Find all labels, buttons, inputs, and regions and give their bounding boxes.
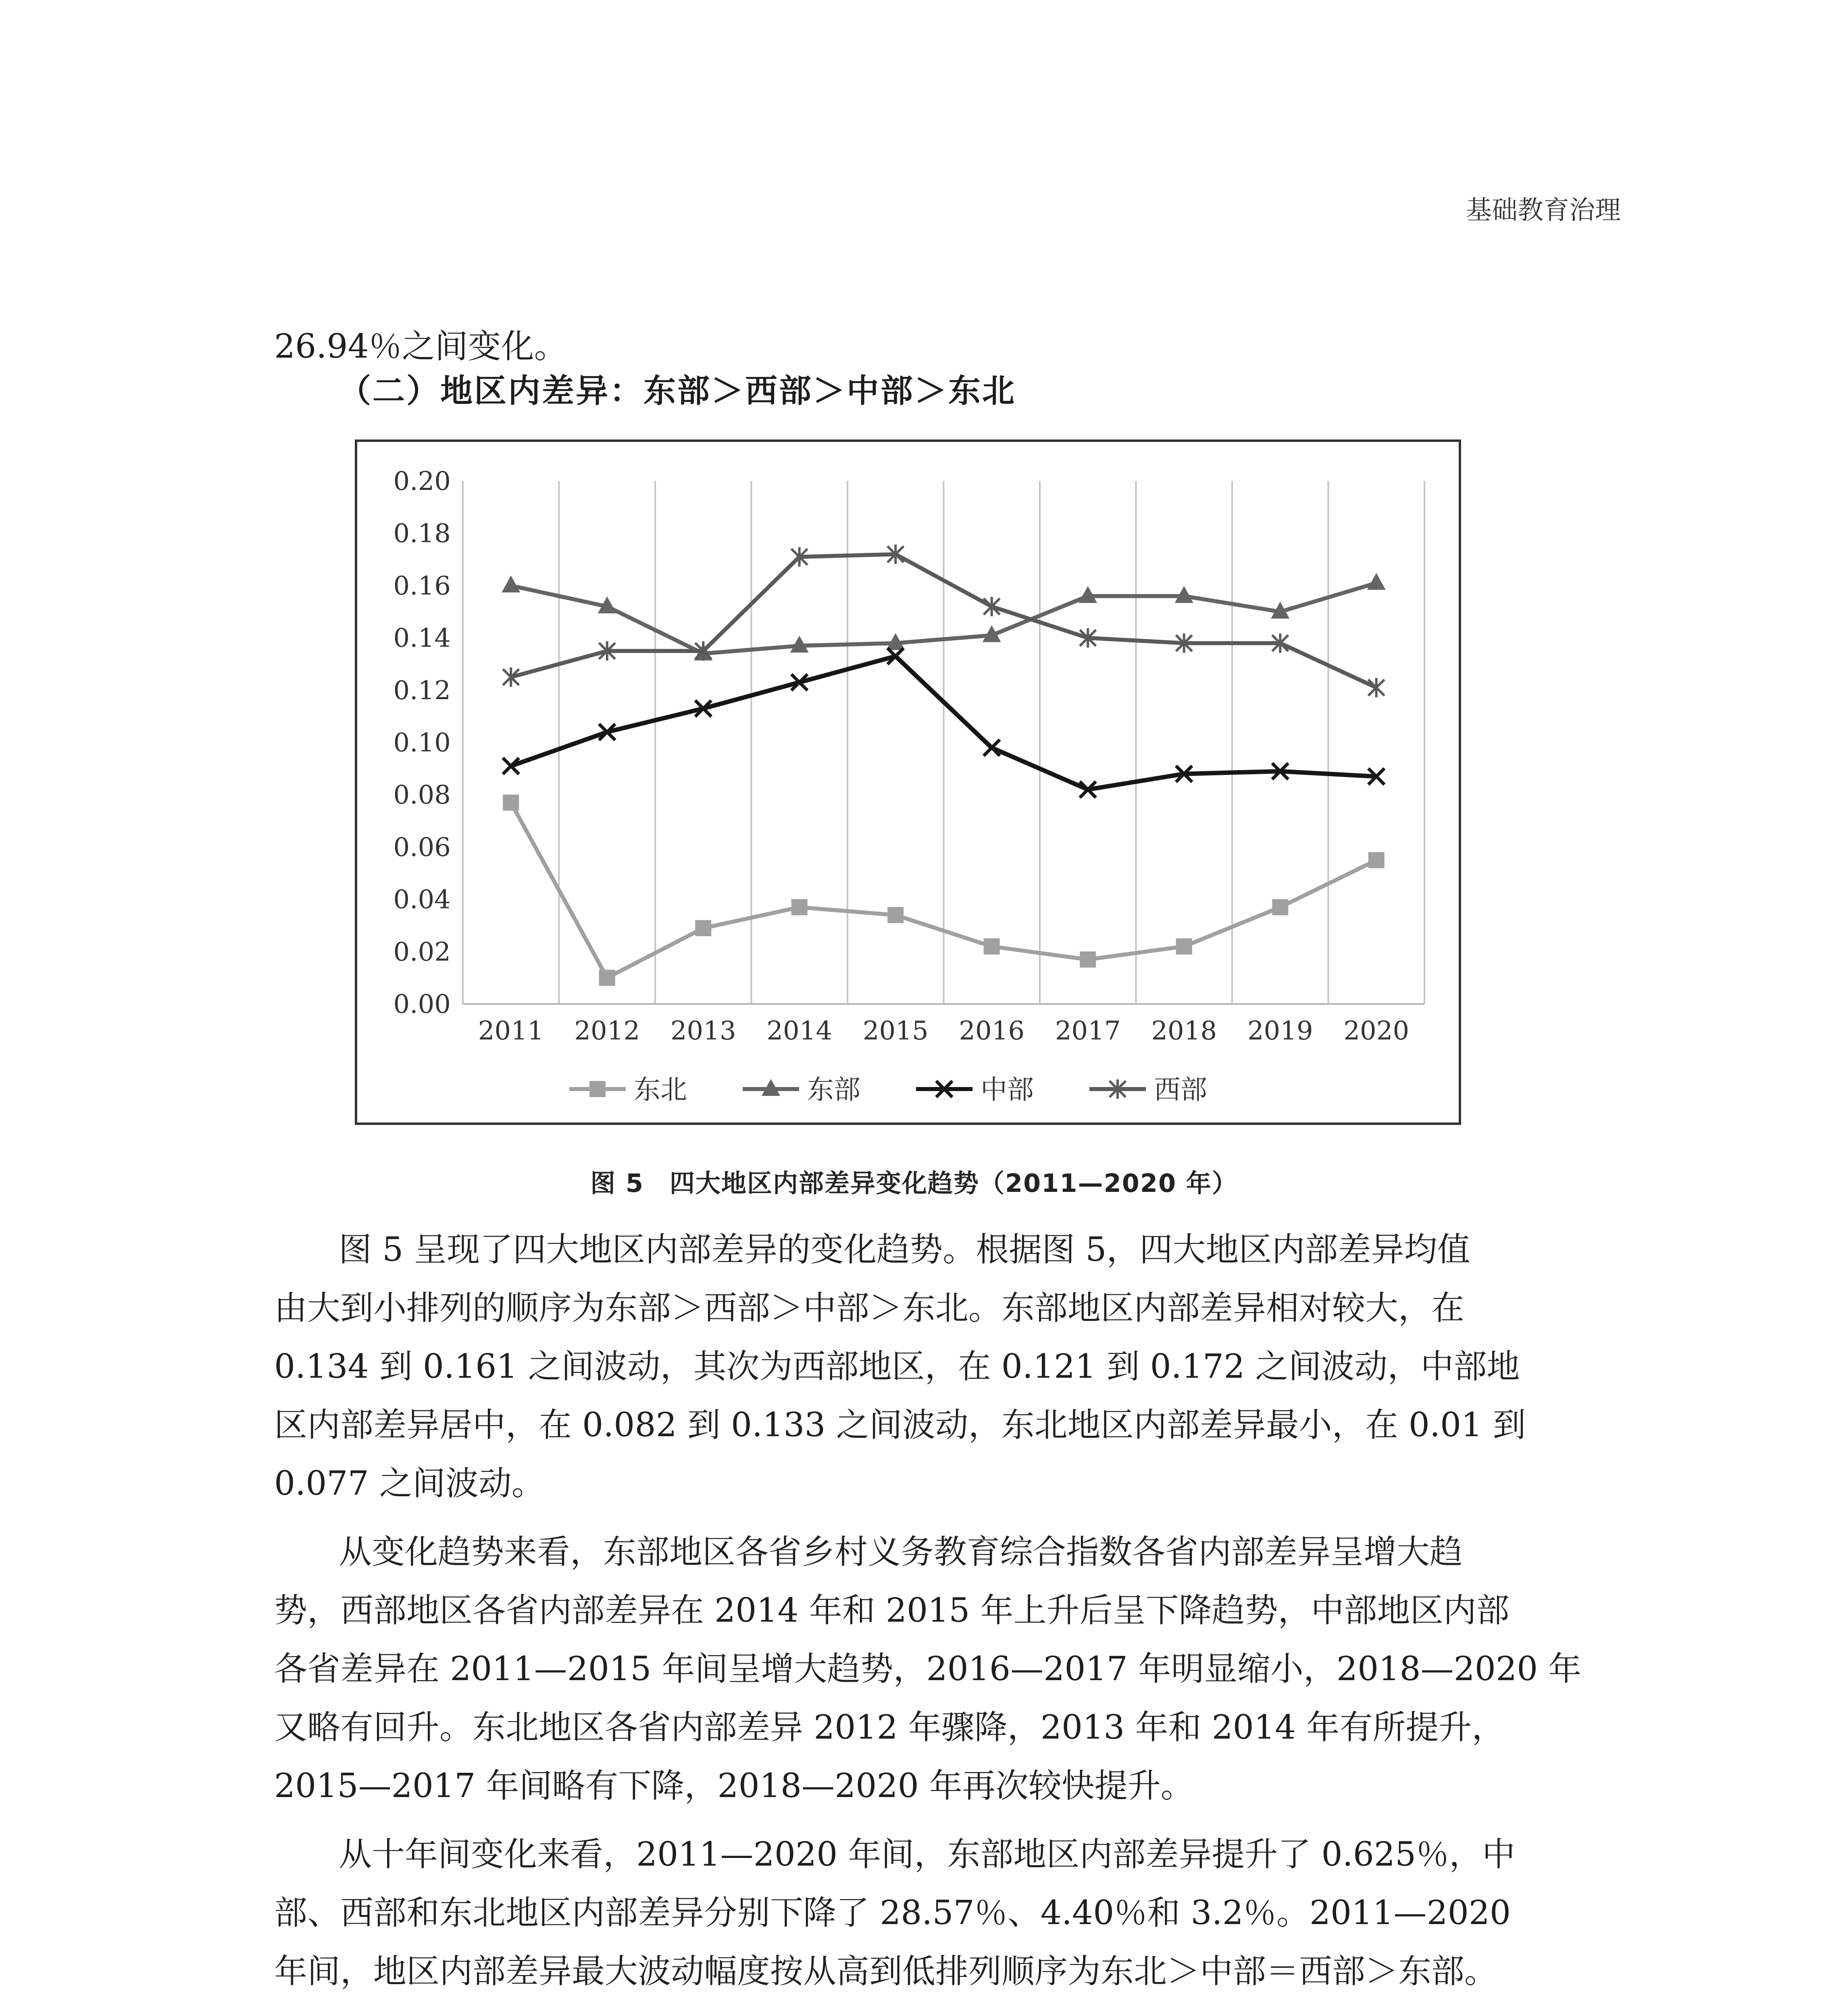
x-tick-label: 2011 xyxy=(478,1016,544,1046)
data-point xyxy=(1080,952,1096,968)
data-point xyxy=(1367,573,1386,590)
y-tick-label: 0.16 xyxy=(393,571,451,601)
data-point xyxy=(695,920,711,936)
legend-item xyxy=(1089,1074,1207,1105)
y-tick-label: 0.02 xyxy=(393,937,451,967)
data-point xyxy=(1176,938,1192,954)
data-point xyxy=(502,575,520,592)
y-tick-label: 0.18 xyxy=(393,519,451,549)
x-tick-label: 2015 xyxy=(862,1016,929,1046)
y-tick-label: 0.12 xyxy=(393,675,451,706)
x-tick-label: 2017 xyxy=(1055,1016,1121,1046)
paragraph-1-line-2: 由大到小排列的顺序为东部＞西部＞中部＞东北。东部地区内部差异相对较大，在 xyxy=(274,1289,1465,1327)
paragraph-3-line-3: 年间，地区内部差异最大波动幅度按从高到低排列顺序为东北＞中部＝西部＞东部。 xyxy=(274,1952,1498,1991)
y-tick-label: 0.08 xyxy=(393,780,451,810)
paragraph-2-line-2: 势，西部地区各省内部差异在 2014 年和 2015 年上升后呈下降趋势，中部地区内部 xyxy=(274,1591,1509,1630)
data-point xyxy=(1368,852,1385,868)
legend-label: 中部 xyxy=(981,1074,1034,1105)
y-tick-label: 0.20 xyxy=(393,467,451,496)
data-point xyxy=(599,970,615,986)
y-tick-label: 0.04 xyxy=(393,885,451,915)
chart-frame xyxy=(355,439,1461,1125)
y-tick-label: 0.14 xyxy=(393,623,451,654)
legend-label: 西部 xyxy=(1154,1074,1207,1105)
axis-layer xyxy=(393,467,1425,1046)
x-tick-label: 2020 xyxy=(1343,1016,1410,1046)
data-point xyxy=(887,907,904,923)
y-tick-label: 0.06 xyxy=(393,832,451,862)
y-tick-label: 0.00 xyxy=(393,989,451,1019)
grid-layer xyxy=(463,481,1424,1004)
data-point xyxy=(1272,899,1288,915)
legend-label: 东北 xyxy=(634,1074,687,1105)
paragraph-2-line-1: 从变化趋势来看，东部地区各省乡村义务教育综合指数各省内部差异呈增大趋 xyxy=(339,1533,1463,1571)
x-tick-label: 2019 xyxy=(1247,1016,1313,1046)
paragraph-2-line-4: 又略有回升。东北地区各省内部差异 2012 年骤降，2013 年和 2014 年有所提升， xyxy=(274,1708,1505,1747)
x-tick-label: 2013 xyxy=(670,1016,736,1046)
data-point xyxy=(984,739,1000,756)
legend-swatch-marker xyxy=(589,1081,606,1097)
paragraph-1-line-4: 区内部差异居中，在 0.082 到 0.133 之间波动，东北地区内部差异最小，在 0.01 到 xyxy=(274,1406,1526,1444)
data-point xyxy=(791,899,808,915)
legend-layer xyxy=(569,1074,1207,1105)
paragraph-1-line-1: 图 5 呈现了四大地区内部差异的变化趋势。根据图 5，四大地区内部差异均值 xyxy=(339,1231,1470,1269)
paragraph-3-line-2: 部、西部和东北地区内部差异分别下降了 28.57％、4.40％和 3.2％。2011—2020 xyxy=(274,1894,1511,1932)
line-chart xyxy=(357,442,1459,1123)
paragraph-1-line-3: 0.134 到 0.161 之间波动，其次为西部地区，在 0.121 到 0.172 之间波动，中部地 xyxy=(274,1347,1520,1386)
paragraph-1-line-5: 0.077 之间波动。 xyxy=(274,1464,545,1503)
section-heading: （二）地区内差异：东部＞西部＞中部＞东北 xyxy=(339,372,1016,410)
figure-caption: 图 5 四大地区内部差异变化趋势（2011—2020 年） xyxy=(590,1168,1238,1198)
x-tick-label: 2012 xyxy=(574,1016,640,1046)
y-tick-label: 0.10 xyxy=(393,728,451,758)
paragraph-2-line-3: 各省差异在 2011—2015 年间呈增大趋势，2016—2017 年明显缩小，2018—2020 年 xyxy=(274,1650,1582,1688)
legend-item xyxy=(743,1074,860,1105)
paragraph-3-line-1: 从十年间变化来看，2011—2020 年间，东部地区内部差异提升了 0.625％，中 xyxy=(339,1835,1516,1874)
x-tick-label: 2018 xyxy=(1151,1016,1217,1046)
data-point xyxy=(503,795,519,811)
data-point xyxy=(1368,678,1385,697)
paragraph-2-line-5: 2015—2017 年间略有下降，2018—2020 年再次较快提升。 xyxy=(274,1767,1194,1805)
x-tick-label: 2016 xyxy=(959,1016,1025,1046)
lead-line: 26.94％之间变化。 xyxy=(274,327,567,366)
legend-label: 东部 xyxy=(807,1074,860,1105)
legend-item xyxy=(916,1074,1034,1105)
x-tick-label: 2014 xyxy=(766,1016,833,1046)
data-point xyxy=(984,938,1000,954)
running-head: 基础教育治理 xyxy=(1466,196,1621,225)
legend-item xyxy=(569,1074,687,1105)
